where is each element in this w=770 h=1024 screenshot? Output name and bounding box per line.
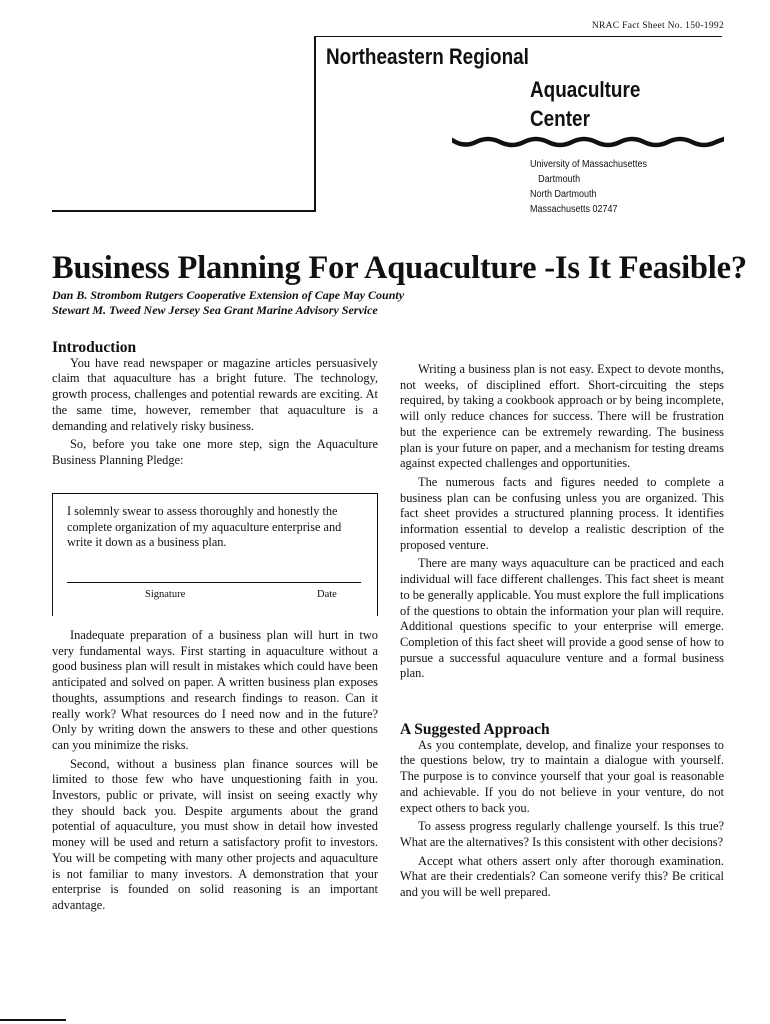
author-line: Dan B. Strombom Rutgers Cooperative Extension of Cape May County [52,288,405,302]
paragraph: So, before you take one more step, sign the Aquaculture Business Planning Pledge: [52,437,378,467]
author-line: Stewart M. Tweed New Jersey Sea Grant Marine Advisory Service [52,303,378,317]
address-line: Massachusetts 02747 [530,204,618,215]
wave-logo-icon [452,134,724,150]
signature-line [67,582,361,583]
right-body [400,362,724,682]
org-name-line1: Northeastern Regional [326,44,529,69]
date-label: Date [317,589,337,600]
footnote-rule [0,1019,66,1021]
fact-sheet-number: NRAC Fact Sheet No. 150-1992 [591,21,724,31]
header-rule-vertical [314,36,316,212]
left-body [52,628,378,914]
address-line: Dartmouth [538,174,581,185]
paragraph: There are many ways aquaculture can be practiced and each individual will face different challenges. This fact sheet is meant to be generally applicable. You must explore the full implications of the questions to obtain the information your plan will require. Additional questions specific to your enterprise will emerge. Completion of this fact sheet will provide a good sense of how to pursue a successful aquaculure venture and a formal business plan. [400,556,724,681]
paragraph: To assess progress regularly challenge yourself. Is this true? What are the alternatives? Is this consistent with other decisions? [400,819,724,849]
pledge-text: I solemnly swear to assess thoroughly and honestly the complete organization of my aquaculture enterprise and write it down as a business plan. [67,504,342,549]
paragraph: Inadequate preparation of a business plan will hurt in two very fundamental ways. First starting in aquaculture without a good business plan will result in mistakes which could have been anticipated and solved on paper. A written business plan exposes thoughts, assumptions and research findings to reason. Can it really work? What resources do I need now and in the future? Only by writing down the answers to these and other questions can you minimize the risks. [52,628,378,752]
header-rule-bottom [52,210,316,212]
paragraph: Second, without a business plan finance sources will be limited to those few who have unquestioning faith in you. Investors, public or private, will insist on seeing exactly why they should back you. Despite arguments about the grand potential of aquaculture, you must show in detail how invested money will be used and return a satisfactory profit to investors. You will be competing with many other projects and aquaculture is not familiar to many investors. A demonstration that your enterprise is founded on solid reasoning is an important advantage. [52,756,378,912]
approach-section [400,722,724,901]
document-title: Business Planning For Aquaculture -Is It Feasible? [52,250,747,286]
signature-label: Signature [145,589,186,600]
address-line: North Dartmouth [530,189,597,200]
paragraph: Writing a business plan is not easy. Expect to devote months, not weeks, of disciplined effort. Short-circuiting the steps required, by taking a cookbook approach or by being incomplete, will only reduce chances for success. There will be frustration but the experience can be extremely rewarding. The business plan is your future on paper, and a mechanism for testing dreams against expected challenges and opportunities. [400,362,724,471]
paragraph: Accept what others assert only after thorough examination. What are their credentials? Can someone verify this? Be critical and you will be well prepared. [400,853,724,900]
paragraph: The numerous facts and figures needed to complete a business plan can be confusing unless you are organized. This fact sheet provides a structured planning process. It identifies information essential to develop a realistic description of the proposed venture. [400,474,724,552]
intro-section [52,340,378,469]
org-name-line3: Center [530,106,590,131]
pledge-box [52,493,378,616]
author-list [52,288,404,318]
section-heading-approach: A Suggested Approach [400,721,550,738]
address-block [530,157,647,217]
paragraph: As you contemplate, develop, and finalize your responses to the questions below, try to maintain a dialogue with yourself. The purpose is to convince yourself that your goal is reasonable and achievable. If you do not believe in your venture, do not expect others to back you. [400,737,724,815]
paragraph: You have read newspaper or magazine articles persuasively claim that aquaculture has a bright future. The technology, growth process, challenges and potential rewards are exciting. At the same time, however, remember that aquaculture is a demanding and relatively risky business. [52,355,378,433]
section-heading-introduction: Introduction [52,339,137,356]
header-rule-top [314,36,722,37]
address-line: University of Massachusettes [530,159,648,170]
org-name-line2: Aquaculture [530,77,641,102]
